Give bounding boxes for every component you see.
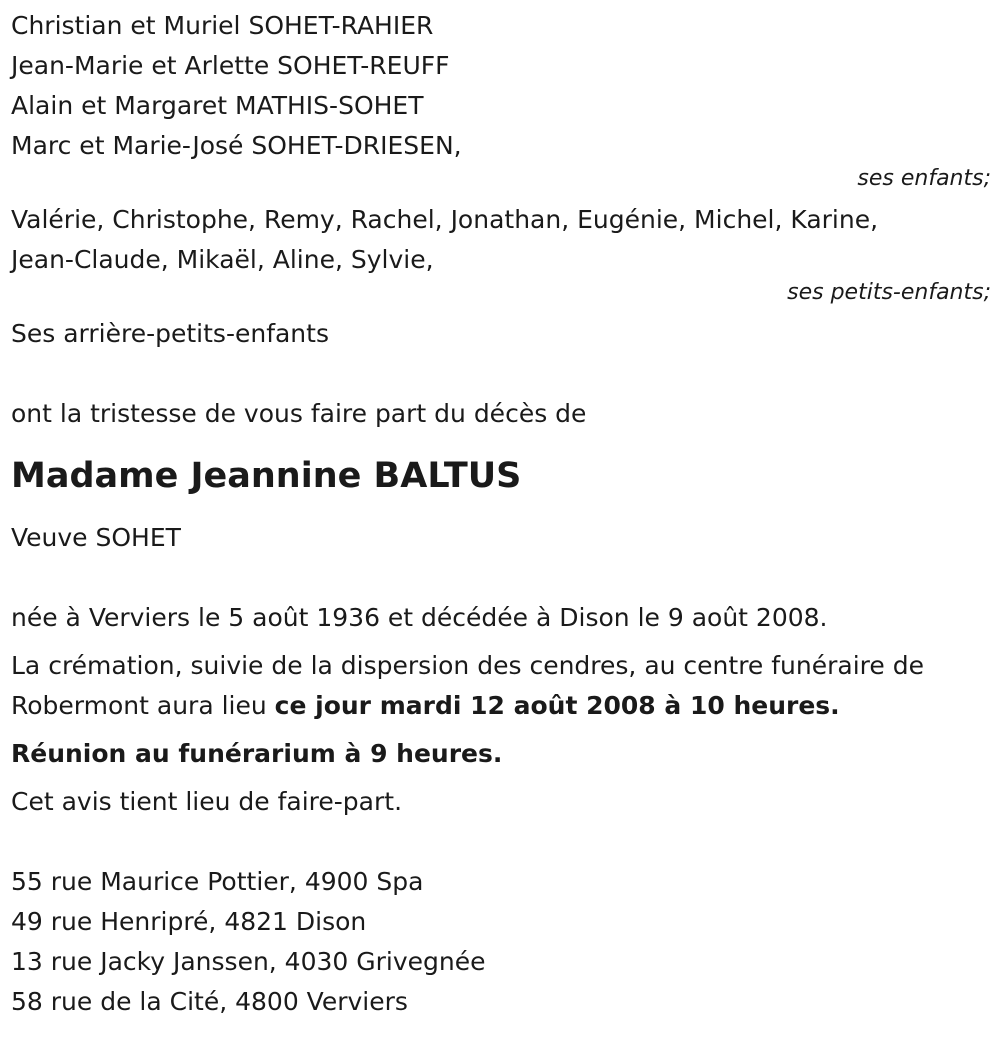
cremation-date: ce jour mardi 12 août 2008 à 10 heures. <box>274 691 840 720</box>
death-notice <box>11 6 991 1022</box>
address-line: 13 rue Jacky Janssen, 4030 Grivegnée <box>11 947 486 976</box>
address-line: 49 rue Henripré, 4821 Dison <box>11 907 367 936</box>
birth-death: née à Verviers le 5 août 1936 et décédée à Dison le 9 août 2008. <box>11 603 828 632</box>
child-line: Christian et Muriel SOHET-RAHIER <box>11 11 434 40</box>
meeting-info <box>11 734 991 774</box>
announcement: ont la tristesse de vous faire part du décès de <box>11 399 587 428</box>
grandchildren-block <box>11 200 991 306</box>
children-block <box>11 6 991 192</box>
cremation-text: La crémation, suivie de la dispersion des cendres, au centre funéraire de Robermont aura lieu <box>11 651 924 720</box>
great-grandchildren: Ses arrière-petits-enfants <box>11 319 329 348</box>
children-label: ses enfants; <box>857 166 991 191</box>
addresses-block <box>11 862 991 1022</box>
notice-text: Cet avis tient lieu de faire-part. <box>11 787 403 816</box>
grandchildren-label: ses petits-enfants; <box>787 280 991 305</box>
cremation-info <box>11 646 991 726</box>
child-line: Alain et Margaret MATHIS-SOHET <box>11 91 424 120</box>
grandchild-line: Valérie, Christophe, Remy, Rachel, Jonathan, Eugénie, Michel, Karine, <box>11 205 879 234</box>
grandchild-line: Jean-Claude, Mikaël, Aline, Sylvie, <box>11 245 434 274</box>
child-line: Jean-Marie et Arlette SOHET-REUFF <box>11 51 450 80</box>
child-line: Marc et Marie-José SOHET-DRIESEN, <box>11 131 462 160</box>
address-line: 55 rue Maurice Pottier, 4900 Spa <box>11 867 424 896</box>
maiden-name: Veuve SOHET <box>11 523 181 552</box>
meeting-text: Réunion au funérarium à 9 heures. <box>11 739 503 768</box>
address-line: 58 rue de la Cité, 4800 Verviers <box>11 987 408 1016</box>
deceased-name: Madame Jeannine BALTUS <box>11 456 522 496</box>
